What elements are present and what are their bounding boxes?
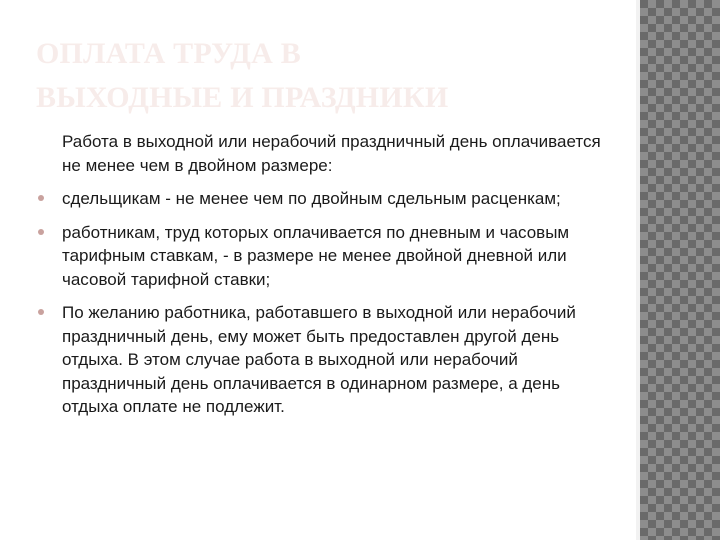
round-bullet-icon	[38, 309, 44, 315]
list-item	[36, 187, 616, 211]
decorative-side-panel	[640, 0, 720, 540]
bullet-text-tariff-workers: работникам, труд которых оплачивается по дневным и часовым тарифным ставкам, - в размере не менее двойной дневной или часовой тарифной ставки;	[62, 222, 570, 289]
slide-title-line-1: ОПЛАТА ТРУДА В	[36, 37, 301, 70]
bullet-text-day-off-option: По желанию работника, работавшего в выходной или нерабочий праздничный день, ему может быть предоставлен другой день отдыха. В этом случае работа в выходной или нерабочий праздничный день оплачивается в одинарном размере, а день отдыха оплате не подлежит.	[62, 303, 576, 416]
slide-title	[36, 32, 626, 120]
list-item	[36, 301, 616, 419]
round-bullet-icon	[38, 195, 44, 201]
bullet-list	[36, 187, 616, 419]
slide-title-line-2: ВЫХОДНЫЕ И ПРАЗДНИКИ	[36, 81, 449, 114]
list-item	[36, 221, 616, 292]
slide-body	[36, 130, 616, 429]
bullet-text-piece-workers: сдельщикам - не менее чем по двойным сдельным расценкам;	[62, 189, 561, 208]
intro-paragraph: Работа в выходной или нерабочий праздничный день оплачивается не менее чем в двойном размере:	[62, 132, 601, 175]
round-bullet-icon	[38, 229, 44, 235]
